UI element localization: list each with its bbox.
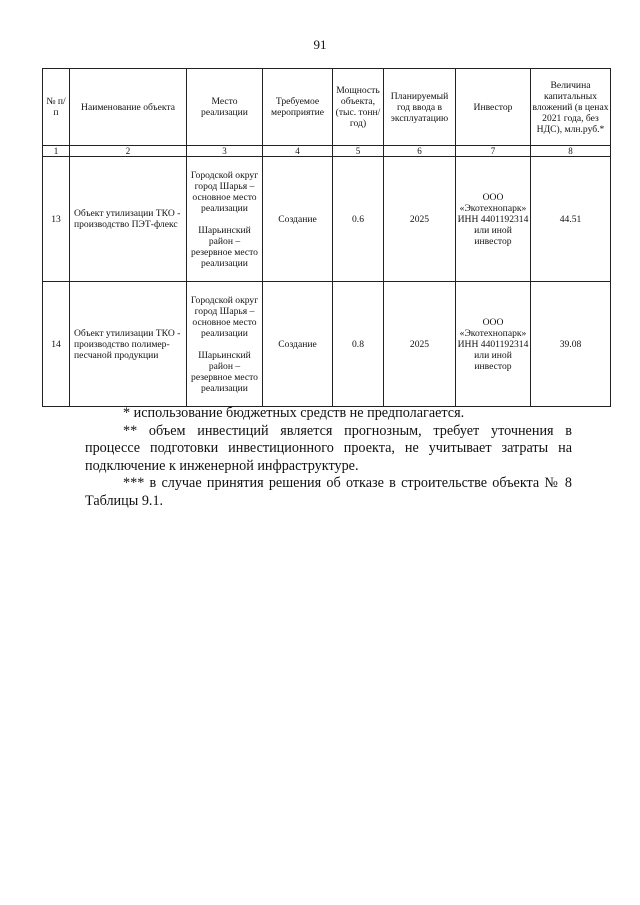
header-investment: Величина капитальных вложений (в ценах 2021 года, без НДС), млн.руб.* <box>531 69 611 146</box>
column-number: 8 <box>531 146 611 157</box>
object-name: Объект утилизации ТКО - производство ПЭТ-флекс <box>70 157 187 282</box>
table-row <box>43 157 611 282</box>
investor: ООО «Экотехнопарк» ИНН 4401192314 или иной инвестор <box>456 282 531 407</box>
header-action: Требуемое мероприятие <box>263 69 333 146</box>
location <box>187 282 263 407</box>
footnotes <box>85 405 572 510</box>
location-reserve: Шарьинский район – резервное место реализации <box>191 349 258 394</box>
footnote-1: * использование бюджетных средств не предполагается. <box>123 405 465 421</box>
capacity: 0.6 <box>333 157 384 282</box>
table-row <box>43 282 611 407</box>
capacity: 0.8 <box>333 282 384 407</box>
location <box>187 157 263 282</box>
year: 2025 <box>384 282 456 407</box>
column-number: 3 <box>187 146 263 157</box>
year: 2025 <box>384 157 456 282</box>
column-number: 1 <box>43 146 70 157</box>
location-reserve: Шарьинский район – резервное место реализации <box>191 224 258 269</box>
header-capacity: Мощность объекта, (тыс. тонн/год) <box>333 69 384 146</box>
column-number-row <box>43 146 611 157</box>
header-investor: Инвестор <box>456 69 531 146</box>
column-number: 5 <box>333 146 384 157</box>
column-number: 7 <box>456 146 531 157</box>
object-name: Объект утилизации ТКО - производство полимер-песчаной продукции <box>70 282 187 407</box>
row-num: 14 <box>43 282 70 407</box>
page-number: 91 <box>313 37 327 52</box>
column-number: 6 <box>384 146 456 157</box>
header-num: № п/п <box>43 69 70 146</box>
location-main: Городской округ город Шарья – основное место реализации <box>190 169 259 214</box>
investment: 39.08 <box>531 282 611 407</box>
header-year: Планируемый год ввода в эксплуатацию <box>384 69 456 146</box>
location-main: Городской округ город Шарья – основное место реализации <box>190 294 259 339</box>
investor: ООО «Экотехнопарк» ИНН 4401192314 или иной инвестор <box>456 157 531 282</box>
table-header-row <box>43 69 611 146</box>
investment-objects-table <box>42 68 611 407</box>
column-number: 4 <box>263 146 333 157</box>
column-number: 2 <box>70 146 187 157</box>
footnote-2: ** объем инвестиций является прогнозным, требует уточнения в процессе подготовки инвестиционного проекта, не учитывает затраты на подключение к инженерной инфраструктуре. <box>85 422 572 474</box>
header-location: Место реализации <box>187 69 263 146</box>
row-num: 13 <box>43 157 70 282</box>
footnote-3: *** в случае принятия решения об отказе в строительстве объекта № 8 Таблицы 9.1. <box>85 475 572 509</box>
action: Создание <box>263 282 333 407</box>
action: Создание <box>263 157 333 282</box>
investment: 44.51 <box>531 157 611 282</box>
header-name: Наименование объекта <box>70 69 187 146</box>
